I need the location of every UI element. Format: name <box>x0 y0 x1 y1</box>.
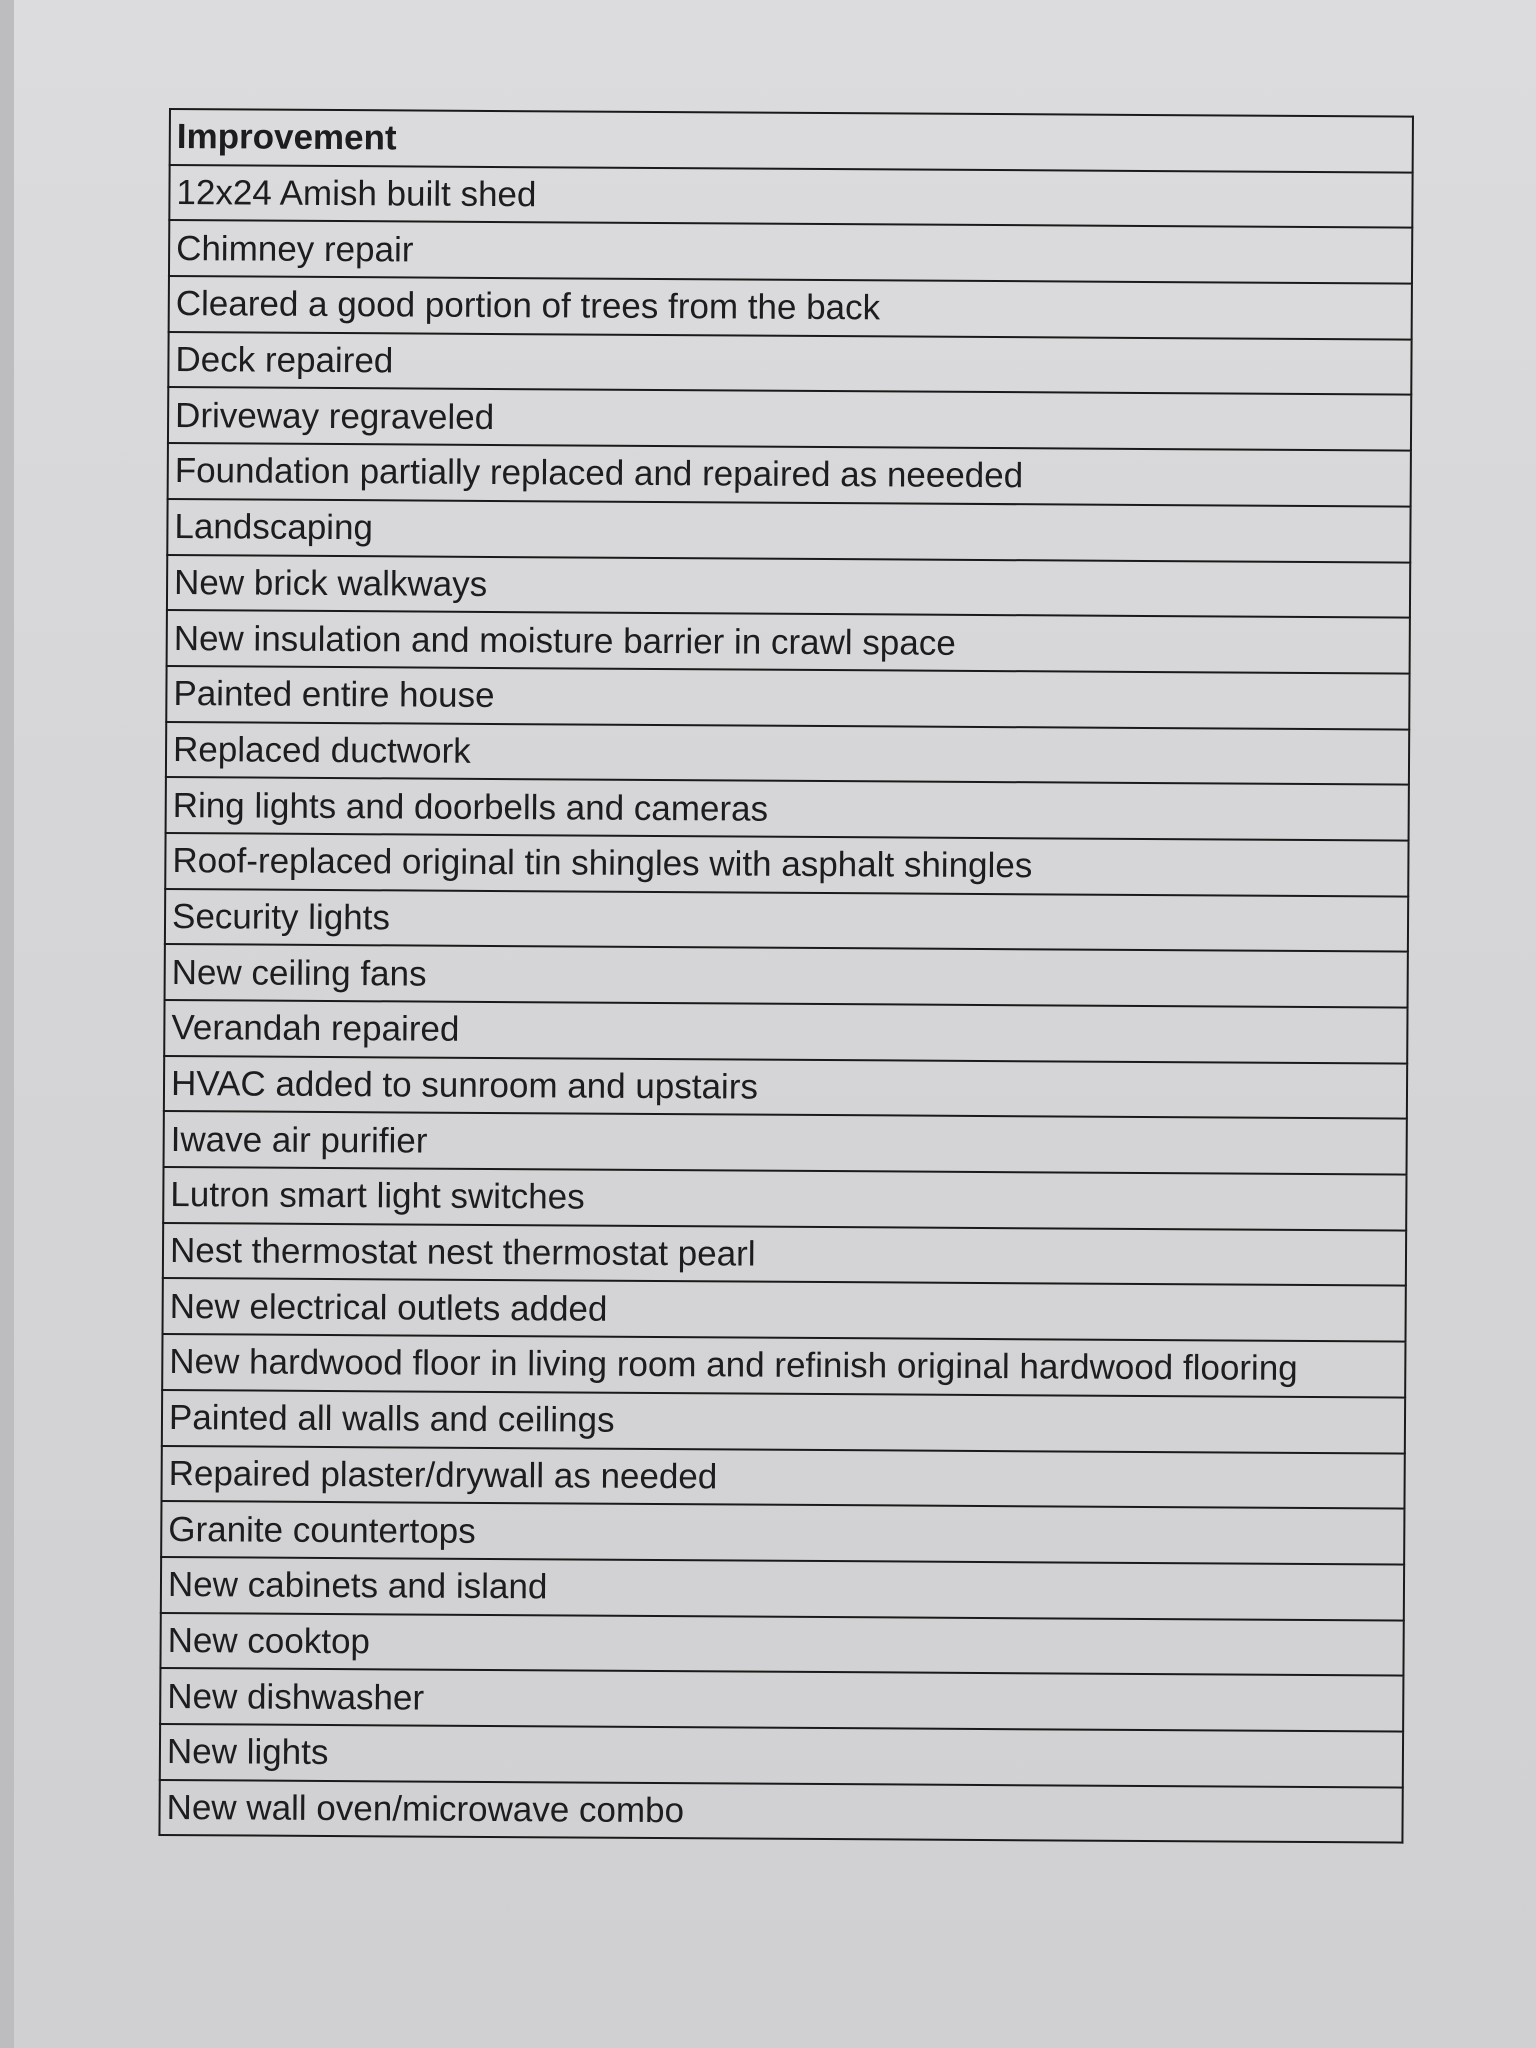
table-row <box>165 944 1408 1007</box>
table-row <box>164 1000 1407 1063</box>
table-row <box>169 220 1412 283</box>
table-cell: Security lights <box>165 889 1408 952</box>
table-cell: New wall oven/microwave combo <box>159 1780 1402 1843</box>
table-cell: New brick walkways <box>167 554 1410 617</box>
column-header-improvement: Improvement <box>170 109 1413 172</box>
table-row <box>165 833 1408 896</box>
table-row <box>164 1056 1407 1119</box>
table-cell: Nest thermostat nest thermostat pearl <box>163 1223 1406 1286</box>
table-row <box>169 165 1412 228</box>
table-cell: New insulation and moisture barrier in crawl space <box>167 610 1410 673</box>
table-cell: Lutron smart light switches <box>163 1167 1406 1230</box>
table-cell: New dishwasher <box>160 1668 1403 1731</box>
table-cell: New lights <box>160 1724 1403 1787</box>
table-row <box>167 610 1410 673</box>
table-cell: Granite countertops <box>161 1501 1404 1564</box>
table-row <box>168 332 1411 395</box>
table-cell: Repaired plaster/drywall as needed <box>161 1445 1404 1508</box>
table-cell: Replaced ductwork <box>166 722 1409 785</box>
table-row <box>161 1557 1404 1620</box>
table-row <box>164 1111 1407 1174</box>
table-row <box>159 1780 1402 1843</box>
table-row <box>168 443 1411 506</box>
table-row <box>160 1613 1403 1676</box>
table-cell: Driveway regraveled <box>168 387 1411 450</box>
table-row <box>163 1167 1406 1230</box>
table-row <box>168 387 1411 450</box>
table-cell: Foundation partially replaced and repaired as neeeded <box>168 443 1411 506</box>
table-row <box>166 777 1409 840</box>
background-surface <box>0 0 14 2048</box>
table-header-row <box>170 109 1413 172</box>
table-row <box>169 276 1412 339</box>
table-row <box>162 1390 1405 1453</box>
table-cell: Iwave air purifier <box>164 1111 1407 1174</box>
table-cell: Ring lights and doorbells and cameras <box>166 777 1409 840</box>
table-row <box>162 1334 1405 1397</box>
table-cell: New electrical outlets added <box>163 1278 1406 1341</box>
table-cell: 12x24 Amish built shed <box>169 165 1412 228</box>
table-row <box>167 554 1410 617</box>
improvements-table <box>158 108 1414 1844</box>
table-cell: Cleared a good portion of trees from the back <box>169 276 1412 339</box>
table-cell: New cooktop <box>160 1613 1403 1676</box>
table-row <box>163 1278 1406 1341</box>
table-row <box>160 1724 1403 1787</box>
table-cell: Roof-replaced original tin shingles with asphalt shingles <box>165 833 1408 896</box>
table-row <box>160 1668 1403 1731</box>
table-row <box>161 1501 1404 1564</box>
table-row <box>161 1445 1404 1508</box>
table-row <box>166 722 1409 785</box>
improvements-table-container <box>158 108 1414 1844</box>
table-cell: HVAC added to sunroom and upstairs <box>164 1056 1407 1119</box>
table-cell: Verandah repaired <box>164 1000 1407 1063</box>
table-cell: Painted entire house <box>166 666 1409 729</box>
table-row <box>167 499 1410 562</box>
table-cell: Chimney repair <box>169 220 1412 283</box>
table-cell: Deck repaired <box>168 332 1411 395</box>
table-row <box>163 1223 1406 1286</box>
table-row <box>166 666 1409 729</box>
table-cell: Painted all walls and ceilings <box>162 1390 1405 1453</box>
table-body <box>159 165 1412 1843</box>
table-row <box>165 889 1408 952</box>
table-cell: New cabinets and island <box>161 1557 1404 1620</box>
table-cell: Landscaping <box>167 499 1410 562</box>
table-cell: New hardwood floor in living room and refinish original hardwood flooring <box>162 1334 1405 1397</box>
table-cell: New ceiling fans <box>165 944 1408 1007</box>
